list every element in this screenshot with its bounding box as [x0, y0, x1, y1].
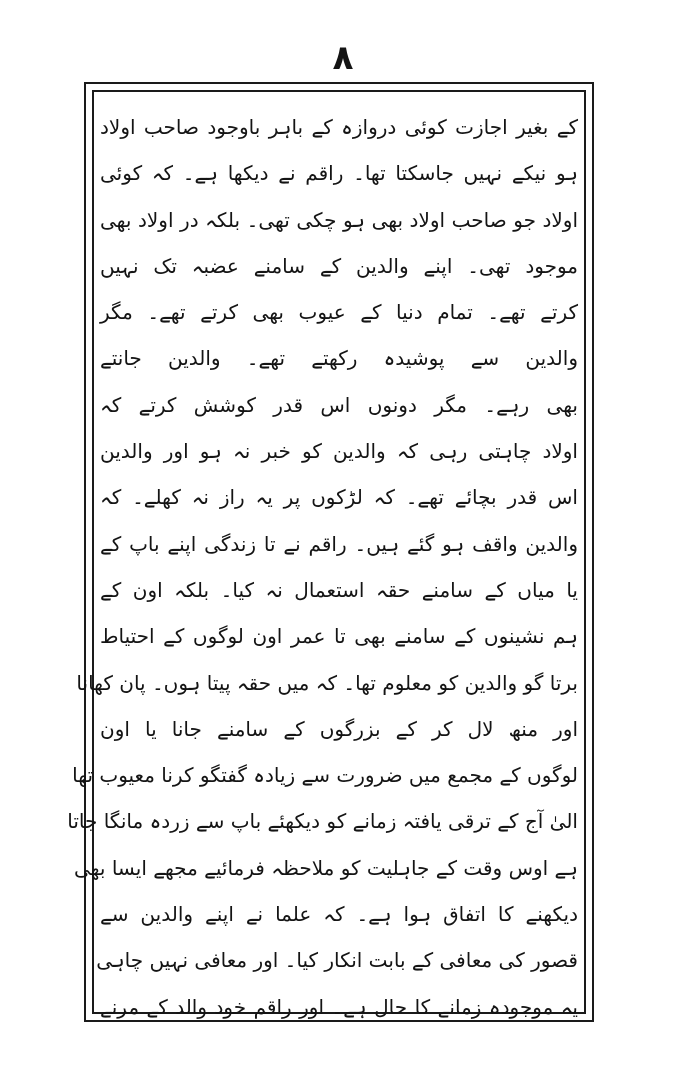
text-line: ہم نشینوں کے سامنے بھی تا عمر اون لوگوں کے احتیاط: [100, 624, 578, 649]
urdu-text-block: [67, 104, 578, 1019]
text-line: موجود تھی۔ اپنے والدین کے سامنے عضبہ تک نہیں: [100, 253, 578, 278]
text-line: والدین سے پوشیدہ رکھتے تھے۔ والدین جانتے: [100, 346, 578, 371]
text-line: کرتے تھے۔ تمام دنیا کے عیوب بھی کرتے تھے۔ مگر: [100, 300, 578, 325]
text-line: اولاد چاہتی رہی کہ والدین کو خبر نہ ہو اور والدین: [100, 439, 578, 464]
text-line: ہے اوس وقت کے جاہلیت کو ملاحظہ فرمائیے مجھے ایسا بھی: [74, 855, 578, 880]
text-line: اس قدر بچائے تھے۔ کہ لڑکوں پر یہ راز نہ کھلے۔ کہ: [100, 485, 578, 510]
text-line: بھی رہے۔ مگر دونوں اس قدر کوشش کرتے کہ: [100, 392, 578, 417]
text-line: لوگوں کے مجمع میں ضرورت سے زیادہ گفتگو کرنا معیوب تھا: [72, 763, 578, 788]
text-line: اور منھ لال کر کے بزرگوں کے سامنے جانا یا اون: [100, 716, 578, 741]
text-line: کے بغیر اجازت کوئی دروازہ کے باہر باوجود صاحب اولاد: [100, 115, 578, 139]
text-line: برتا گو والدین کو معلوم تھا۔ کہ میں حقہ پیتا ہوں۔ پان کھانا: [76, 670, 578, 695]
text-line: یہ موجودہ زمانے کا حال ہے۔ اور راقم خود والد کے مرنے: [100, 994, 578, 1019]
text-line: اولاد جو صاحب اولاد بھی ہو چکی تھی۔ بلکہ در اولاد بھی: [100, 207, 578, 232]
text-line: قصور کی معافی کے بابت انکار کیا۔ اور معافی نہیں چاہی: [96, 948, 578, 973]
text-line: یا میاں کے سامنے حقہ استعمال نہ کیا۔ بلکہ اون کے: [100, 577, 578, 602]
page-number: ۸: [332, 38, 354, 78]
text-line: الیٰ آج کے ترقی یافتہ زمانے کو دیکھئے باپ سے زردہ مانگا جاتا: [67, 809, 578, 834]
text-line: والدین واقف ہو گئے ہیں۔ راقم نے تا زندگی اپنے باپ کے: [100, 531, 578, 556]
text-line: دیکھنے کا اتفاق ہوا ہے۔ کہ علما نے اپنے والدین سے: [100, 902, 578, 927]
text-line: ہو نیکے نہیں جاسکتا تھا۔ راقم نے دیکھا ہے۔ کہ کوئی: [100, 161, 578, 186]
